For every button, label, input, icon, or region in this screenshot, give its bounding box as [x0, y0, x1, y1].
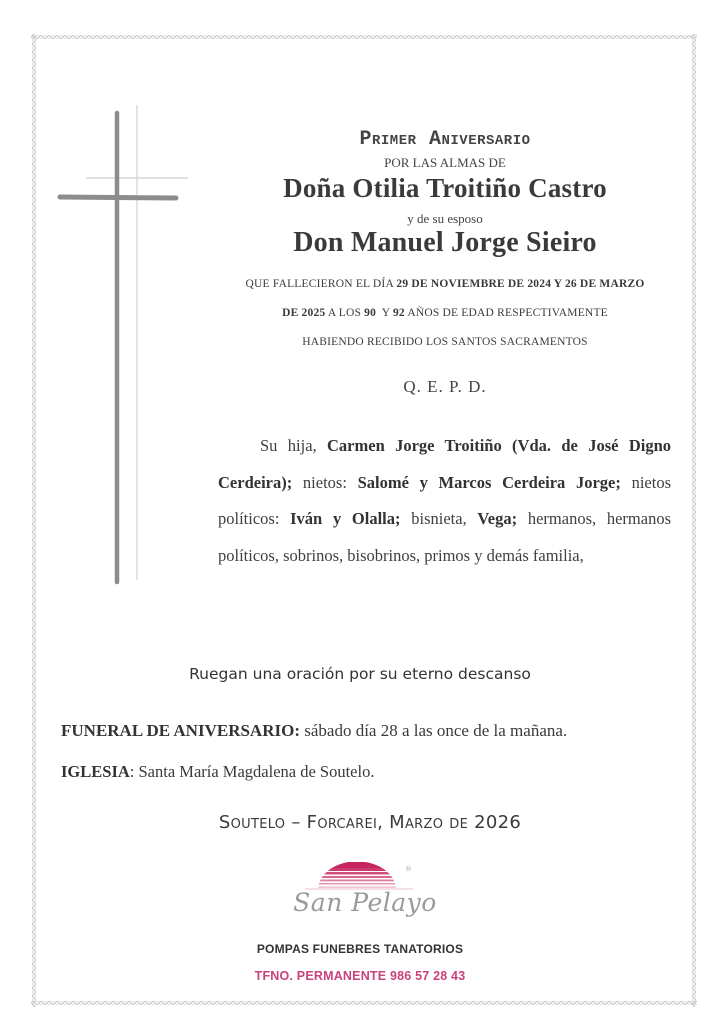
deceased-name-1: Doña Otilia Troitiño Castro [283, 173, 607, 203]
prayer-request: Ruegan una oración por su eterno descanso [189, 665, 531, 683]
death-dates: 29 DE NOVIEMBRE DE 2024 Y 26 DE MARZO [396, 278, 645, 290]
registered-mark: ® [405, 865, 412, 873]
family-grandchildren-in-law: Iván y Olalla; [290, 509, 401, 528]
family-grandchildren: Salomé y Marcos Cerdeira Jorge; [357, 472, 621, 492]
family-great-granddaughter: Vega; [477, 509, 518, 528]
cross-icon [0, 0, 220, 600]
funeral-home-phone: TFNO. PERMANENTE 986 57 28 43 [254, 969, 466, 983]
funeral-label: FUNERAL DE ANIVERSARIO: [61, 721, 300, 740]
ages-suffix: AÑOS DE EDAD RESPECTIVAMENTE [404, 307, 608, 319]
spouse-intro: y de su esposo [407, 211, 483, 226]
church-info [61, 762, 374, 782]
notice-title: Primer Aniversario [359, 128, 531, 151]
funeral-info [61, 721, 567, 741]
sacraments-line: HABIENDO RECIBIDO LOS SANTOS SACRAMENTOS [302, 336, 588, 348]
funeral-value: sábado día 28 a las once de la mañana. [299, 721, 568, 740]
church-value: : Santa María Magdalena de Soutelo. [129, 762, 375, 781]
age-1: 90 [364, 307, 377, 319]
ages-text: A LOS [325, 307, 365, 319]
death-dates-line-2 [218, 307, 672, 319]
funeral-home-tagline: POMPAS FUNEBRES TANATORIOS [256, 942, 464, 956]
family-text: bisnieta, [400, 509, 478, 528]
church-label: IGLESIA [61, 762, 130, 781]
family-daughter: Carmen Jorge Troitiño (Vda. de José Digno Cerdeira); [218, 436, 671, 492]
death-text: QUE FALLECIERON EL DÍA [245, 278, 397, 290]
age-2: 92 [392, 307, 405, 319]
death-year: DE 2025 [282, 307, 326, 319]
family-text: Su hija, [260, 436, 328, 455]
for-souls-label: POR LAS ALMAS DE [384, 155, 506, 170]
place-and-date: Soutelo – Forcarei, Marzo de 2026 [218, 812, 522, 833]
family-text: hermanos, hermanos políticos, sobrinos, bisobrinos, primos y demás familia, [218, 509, 671, 565]
death-dates-line-1 [218, 278, 672, 290]
deceased-name-2: Don Manuel Jorge Sieiro [293, 227, 597, 258]
family-paragraph [218, 428, 671, 574]
qepd: Q. E. P. D. [403, 377, 487, 396]
logo-wordmark: San Pelayo [293, 888, 437, 917]
family-text: nietos políticos: [218, 472, 671, 528]
family-text: nietos: [292, 472, 358, 492]
ages-conj: Y [376, 307, 393, 319]
